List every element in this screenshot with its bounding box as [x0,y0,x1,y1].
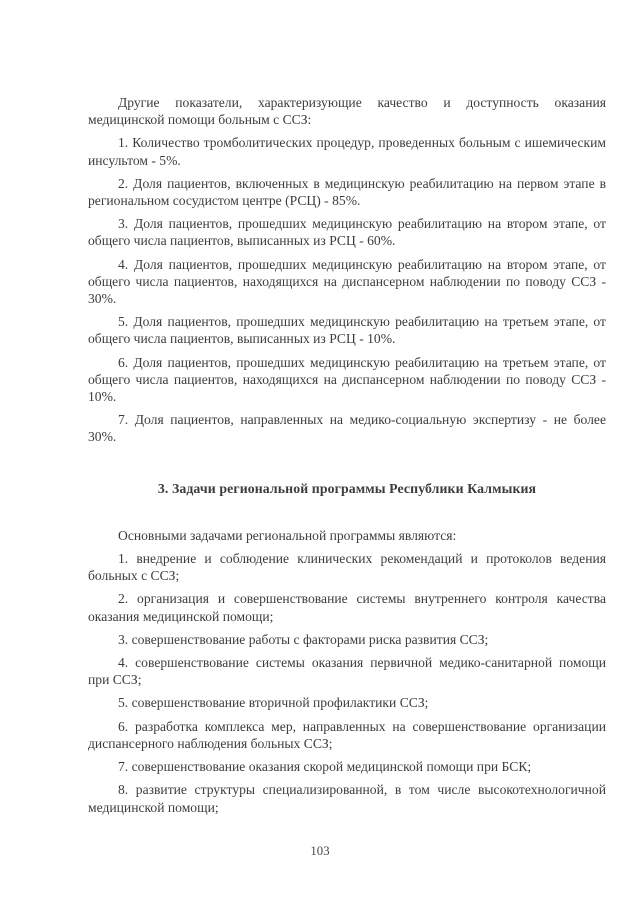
indicators-intro: Другие показатели, характеризующие качество и доступность оказания медицинской помощи больным с ССЗ: [88,95,606,128]
indicator-item: 1. Количество тромболитических процедур, проведенных больным с ишемическим инсультом - 5%. [88,135,606,168]
indicator-item: 4. Доля пациентов, прошедших медицинскую реабилитацию на втором этапе, от общего числа пациентов, находящихся на диспансерном наблюдении по поводу ССЗ - 30%. [88,256,606,307]
indicator-item: 2. Доля пациентов, включенных в медицинскую реабилитацию на первом этапе в региональном сосудистом центре (РСЦ) - 85%. [88,175,606,209]
task-item: 3. совершенствование работы с факторами риска развития ССЗ; [118,631,489,647]
indicator-item: 5. Доля пациентов, прошедших медицинскую реабилитацию на третьем этапе, от общего числа пациентов, выписанных из РСЦ - 10%. [88,314,606,347]
task-item: 5. совершенствование вторичной профилактики ССЗ; [118,695,429,711]
task-item: 1. внедрение и соблюдение клинических рекомендаций и протоколов ведения больных с ССЗ; [88,551,606,584]
tasks-intro: Основными задачами региональной программы являются: [118,527,457,543]
task-item: 2. организация и совершенствование системы внутреннего контроля качества оказания медицинской помощи; [88,591,606,624]
page-number: 103 [310,844,330,858]
task-item: 8. развитие структуры специализированной, в том числе высокотехнологичной медицинской помощи; [88,782,606,815]
indicator-item: 3. Доля пациентов, прошедших медицинскую реабилитацию на втором этапе, от общего числа пациентов, выписанных из РСЦ - 60%. [88,216,606,249]
indicator-item: 7. Доля пациентов, направленных на медико-социальную экспертизу - не более 30%. [88,412,606,445]
indicator-item: 6. Доля пациентов, прошедших медицинскую реабилитацию на третьем этапе, от общего числа пациентов, находящихся на диспансерном наблюдении по поводу ССЗ - 10%. [88,354,606,405]
task-item: 7. совершенствование оказания скорой медицинской помощи при БСК; [118,759,532,775]
page-body [88,94,606,816]
task-item: 4. совершенствование системы оказания первичной медико-санитарной помощи при ССЗ; [88,655,606,688]
task-item: 6. разработка комплекса мер, направленных на совершенствование организации диспансерного наблюдения больных ССЗ; [88,718,606,751]
section-heading: 3. Задачи региональной программы Республики Калмыкия [157,480,537,496]
